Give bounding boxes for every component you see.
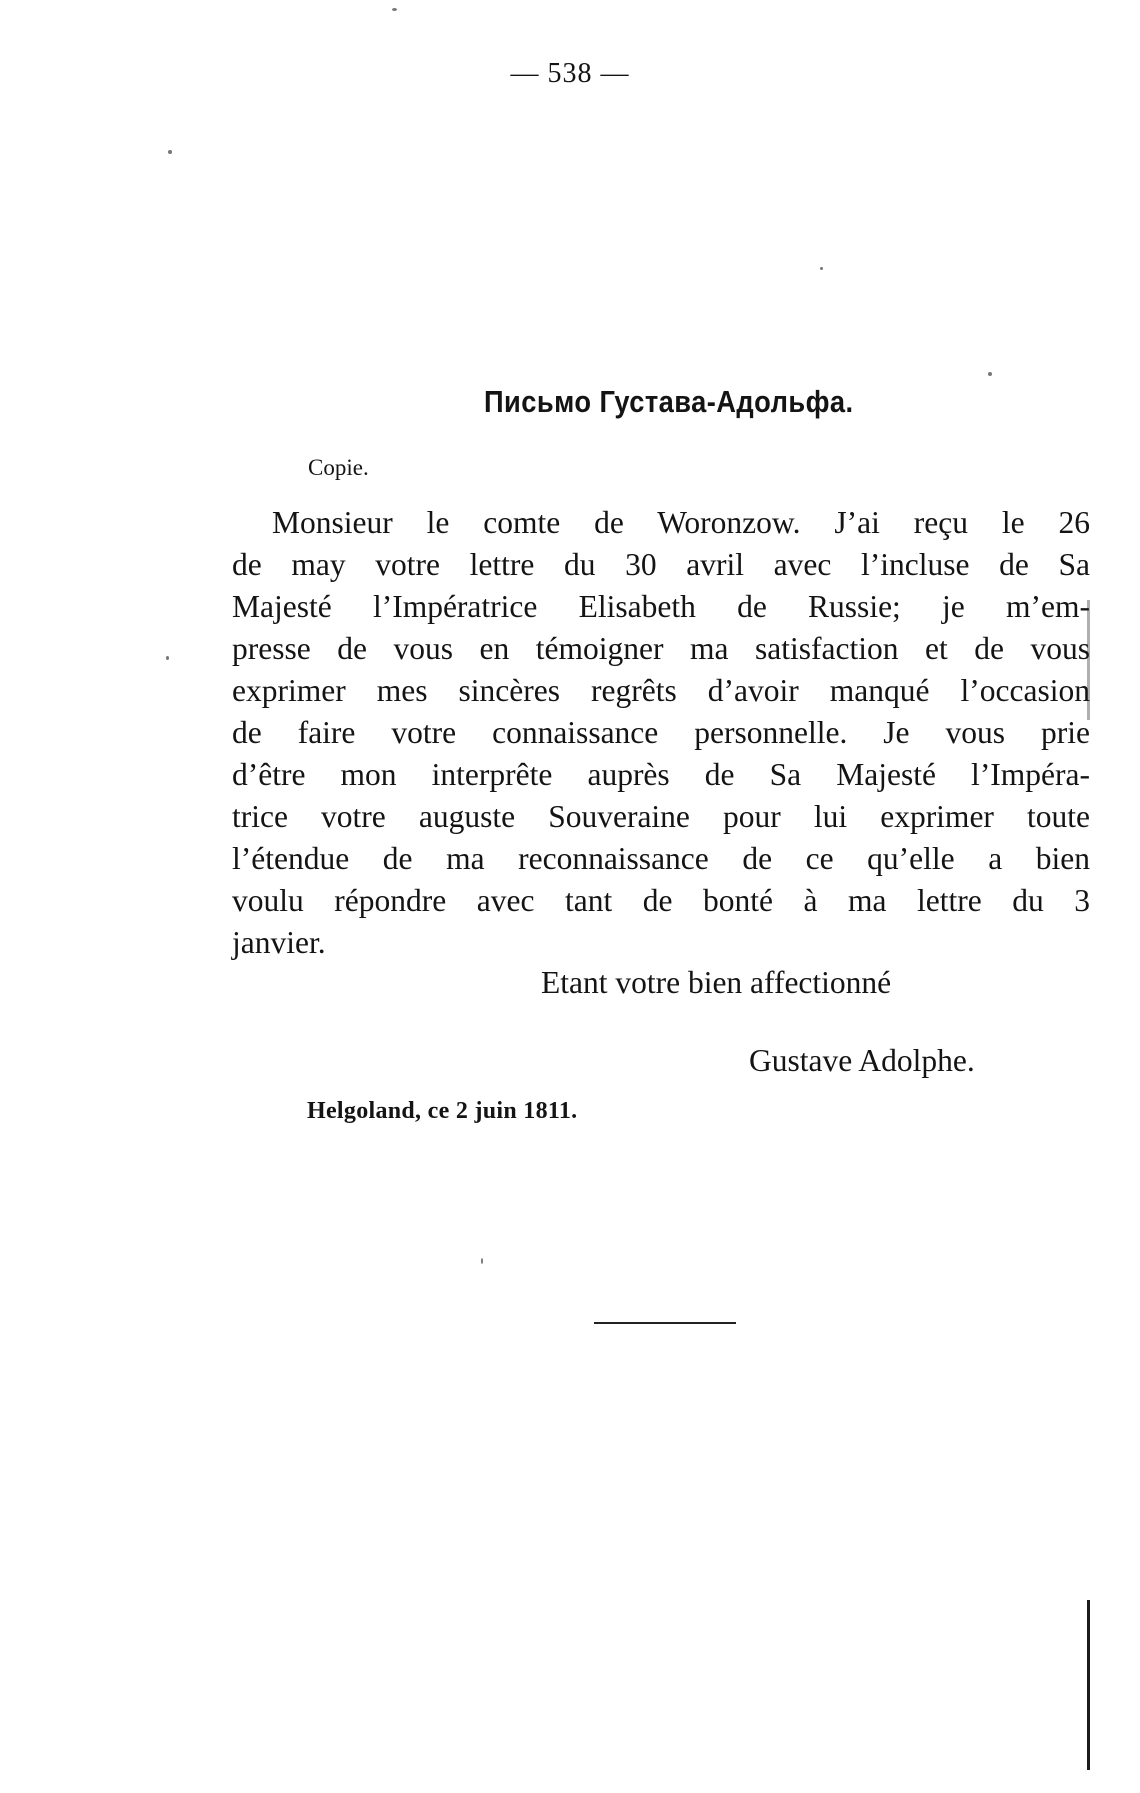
signature: Gustave Adolphe. [749, 1043, 975, 1078]
closing-formula: Etant votre bien affectionné [541, 965, 892, 1000]
letter-line: presse de vous en témoigner ma satisfaction et de vous [232, 631, 1090, 666]
letter-line: Majesté l’Impératrice Elisabeth de Russie; je m’em- [232, 589, 1090, 624]
place-date: Helgoland, ce 2 juin 1811. [307, 1098, 578, 1124]
letter-line: d’être mon interprête auprès de Sa Majesté l’Impéra- [232, 757, 1090, 792]
scan-speck [392, 8, 397, 11]
scan-speck [168, 150, 172, 154]
copy-label: Copie. [308, 455, 369, 480]
letter-line: Monsieur le comte de Woronzow. J’ai reçu le 26 [272, 505, 1090, 540]
letter-line: janvier. [232, 925, 326, 960]
page-number: — 538 — [510, 58, 630, 89]
letter-body [232, 502, 1090, 964]
page-edge-line [1087, 600, 1090, 720]
scan-speck [166, 656, 169, 660]
footer-rule [594, 1322, 736, 1324]
letter-line: exprimer mes sincères regrêts d’avoir manqué l’occasion [232, 673, 1090, 708]
scan-speck [988, 372, 992, 376]
scan-speck [481, 1258, 483, 1264]
letter-line: de faire votre connaissance personnelle. Je vous prie [232, 715, 1090, 750]
scan-speck [820, 267, 823, 270]
letter-line: l’étendue de ma reconnaissance de ce qu’elle a bien [232, 841, 1090, 876]
page-edge-line [1087, 1600, 1090, 1770]
letter-line: de may votre lettre du 30 avril avec l’incluse de Sa [232, 547, 1090, 582]
letter-line: voulu répondre avec tant de bonté à ma lettre du 3 [232, 883, 1090, 918]
letter-title: Письмо Густава-Адольфа. [484, 384, 854, 419]
letter-line: trice votre auguste Souveraine pour lui exprimer toute [232, 799, 1090, 834]
